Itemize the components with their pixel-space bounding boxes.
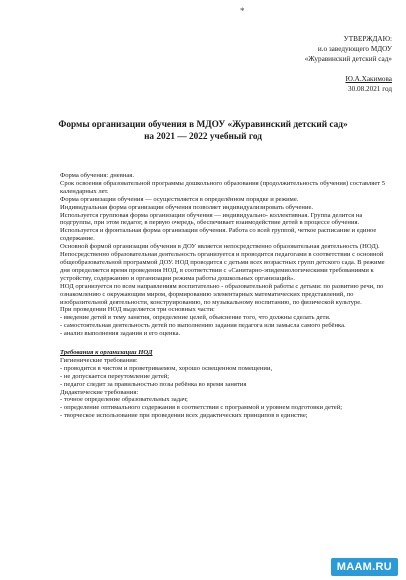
list-item: - педагог следит за правильностью позы ребёнка во время занятия <box>60 380 247 388</box>
approval-line: УТВЕРЖДАЮ: <box>343 35 392 43</box>
list-item: - не допускается переутомление детей; <box>60 372 170 380</box>
paragraph: НОД организуется по всем направлениям воспитательно - образовательной работы с детьми: по развитию речи, по ознакомлению с окружающим миром, формированию элементарных математических представлений, по изобразительной деятельности, конструированию, по музыкальному воспитанию, по физической культуре. <box>60 282 384 306</box>
list-item: - определение оптимального содержания в соответствии с программой и уровнем подготовки детей; <box>60 404 343 412</box>
approval-block <box>242 34 392 94</box>
approval-line <box>242 64 392 74</box>
document-body <box>60 172 390 420</box>
document-title <box>0 119 406 143</box>
list-item: - анализ выполнения задания и его оценка. <box>60 330 181 338</box>
paragraph: Индивидуальная форма организации обучения позволяет индивидуализировать обучение. <box>60 203 314 211</box>
approval-line: «Журавинский детский сад» <box>304 55 392 63</box>
approval-signature: Ю.А.Хакимова <box>345 75 392 83</box>
title-line-1: Формы организации обучения в МДОУ «Журавинский детский сад» <box>58 120 348 130</box>
paragraph: Основной формой организации обучения в ДОУ является непосредственно образовательная деятельность (НОД). Непосредственно образовательная деятельность организуется и проводится педагогами в соответствии с основной общеобразовательной программой ДОУ. НОД проводится с детьми всех возрастных групп детского сада. В режиме дня определяется время проведения НОД, в соответствии с «Санитарно-эпидемиологическими требованиями к устройству, содержанию и организации режима работы дошкольных организаций». <box>60 243 385 282</box>
corner-mark: * <box>240 6 245 16</box>
paragraph: Используется и фронтальная форма организации обучения. Работа со всей группой, четкое расписание и единое содержание. <box>60 227 377 243</box>
list-item: - самостоятельная деятельность детей по выполнению задания педагога или замысла самого ребёнка. <box>60 322 346 330</box>
list-item: - введение детей в тему занятия, определение целей, объяснение того, что должны сделать дети. <box>60 314 331 322</box>
approval-line: и.о заведующего МДОУ <box>317 45 392 53</box>
watermark-logo[interactable]: MAAM.RU <box>331 558 398 576</box>
paragraph: Срок освоения образовательной программы дошкольного образования (продолжительность обучения) составляет 5 календарных лет. <box>60 179 386 195</box>
paragraph: Форма организации обучения — осуществляется в определённом порядке и режиме. <box>60 195 299 203</box>
paragraph: Используется групповая форма организации обучения — индивидуально- коллективная. Группа делится на подгруппы, при этом педагог, в первую очередь, обеспечивает взаимодействие детей в процессе обучения. <box>60 211 363 227</box>
list-item: - точное определение образовательных задач; <box>60 396 188 404</box>
paragraph: Форма обучения: дневная. <box>60 172 134 179</box>
section-heading: Требования к организации НОД <box>60 349 153 357</box>
paragraph: Гигиенические требования: <box>60 356 138 364</box>
paragraph: Дидактические требования: <box>60 388 139 396</box>
list-item: - проводится в чистом и проветриваемом, хорошо освещенном помещении, <box>60 364 273 372</box>
spacer <box>60 338 390 349</box>
approval-date: 30.08.2021 год <box>348 85 392 93</box>
paragraph: При проведении НОД выделяется три основных части: <box>60 306 215 314</box>
title-line-2: на 2021 — 2022 учебный год <box>144 132 262 142</box>
list-item: - творческое использование при проведении всех дидактических принципов в единстве; <box>60 412 308 420</box>
